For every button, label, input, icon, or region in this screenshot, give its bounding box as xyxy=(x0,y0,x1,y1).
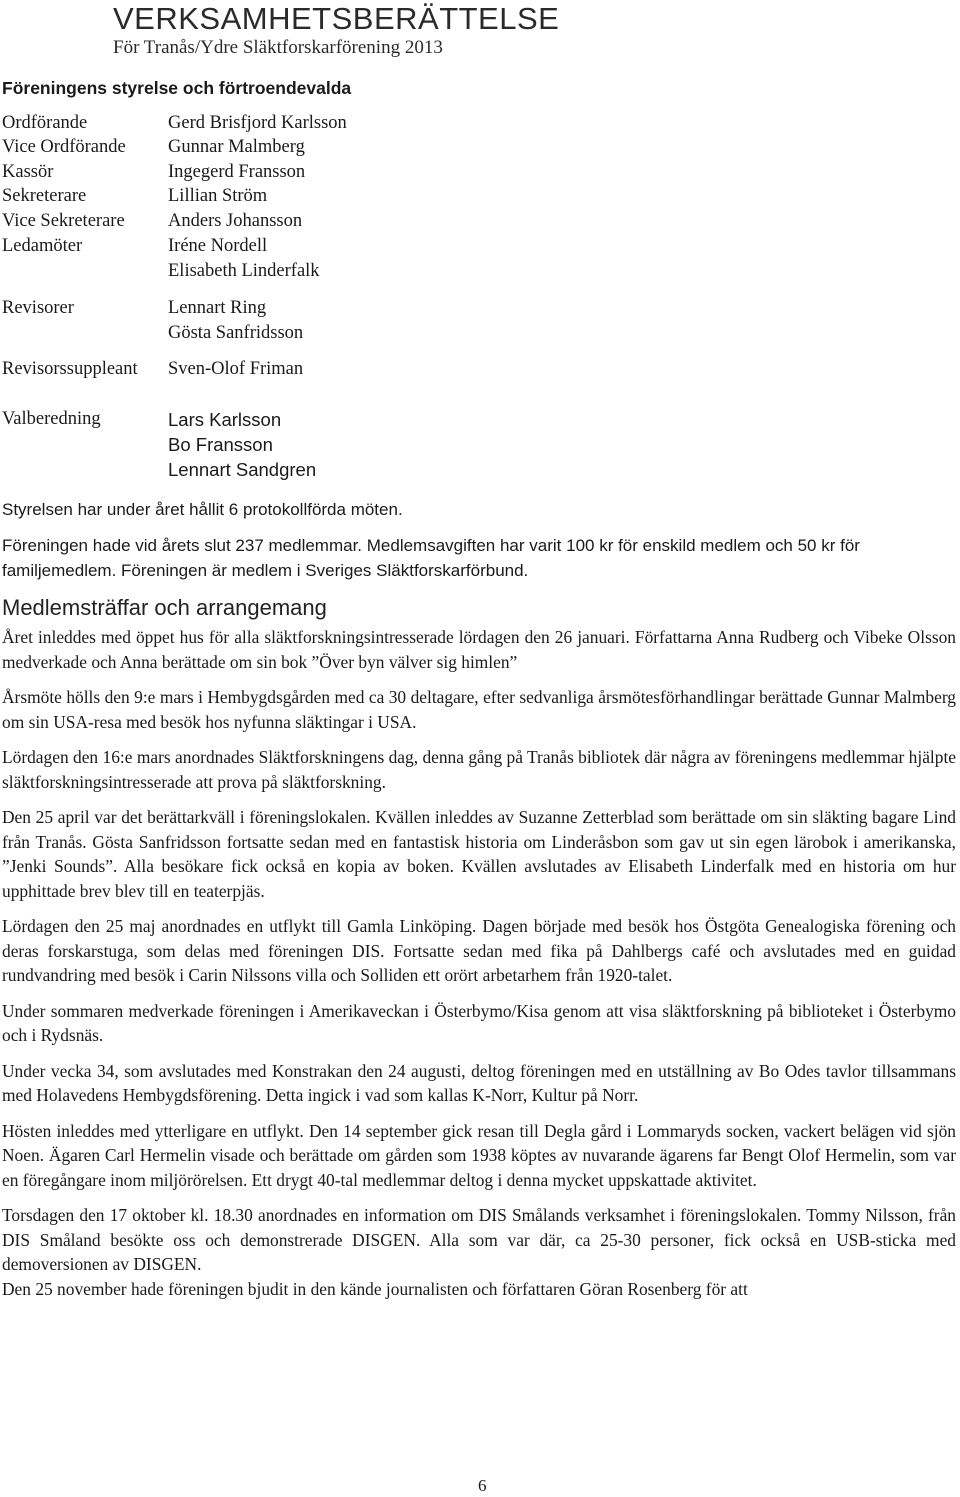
section-heading: Medlemsträffar och arrangemang xyxy=(2,595,327,620)
paragraph: Under sommaren medverkade föreningen i Amerikaveckan i Österbymo/Kisa genom att visa släktforskning på biblioteket i Österbymo och i Rydsnäs. xyxy=(2,1000,956,1045)
board-role: Ordförande xyxy=(2,113,88,133)
paragraph: Den 25 april var det berättarkväll i föreningslokalen. Kvällen inleddes av Suzanne Zetterblad som berättade om sin släkting bagare Lind från Tranås. Gösta Sanfridsson fortsatte sedan med en fantastisk historia om Linderåsbon som gav ut sin egen lärobok i amerikanska, ”Jenki Sounds”. Alla besökare fick också en kopia av boken. Kvällen avslutades av Elisabeth Linderfalk med en historia om hur upphittade brev blev till en teaterpjäs. xyxy=(2,807,956,901)
board-member-name: Lars Karlsson xyxy=(168,409,282,430)
board-member-name: Sven-Olof Friman xyxy=(168,359,304,379)
board-member-name: Bo Fransson xyxy=(168,434,273,455)
paragraph: Torsdagen den 17 oktober kl. 18.30 anordnades en information om DIS Smålands verksamhet i föreningslokalen. Tommy Nilsson, från DIS Småland besökte oss och demonstrerade DISGEN. Alla som var där, ca 25-30 personer, fick också en USB-sticka med demoversionen av DISGEN. xyxy=(2,1205,956,1274)
paragraph: Året inleddes med öppet hus för alla släktforskningsintresserade lördagen den 26 januari. Författarna Anna Rudberg och Vibeke Olsson medverkade och Anna berättade om sin bok ”Över byn välver sig himlen” xyxy=(2,627,956,672)
board-member-name: Lillian Ström xyxy=(168,186,268,206)
paragraph: Under vecka 34, som avslutades med Konstrakan den 24 augusti, deltog föreningen med en utställning av Bo Odes tavlor tillsammans med Holavedens Hembygdsförening. Detta ingick i vad som kallas K-Norr, Kultur på Norr. xyxy=(2,1060,956,1105)
paragraph: Lördagen den 16:e mars anordnades Släktforskningens dag, denna gång på Tranås bibliotek där några av föreningens medlemmar hjälpte släktforskningsintresserade att prova på släktforskning. xyxy=(2,747,956,792)
paragraph: Årsmöte hölls den 9:e mars i Hembygdsgården med ca 30 deltagare, efter sedvanliga årsmötesförhandlingar berättade Gunnar Malmberg om sin USA-resa med besök hos nyfunna släktingar i USA. xyxy=(2,687,956,732)
board-role: Vice Ordförande xyxy=(2,137,126,157)
board-role: Ledamöter xyxy=(2,236,83,256)
board-role: Sekreterare xyxy=(2,186,87,206)
document-title: VERKSAMHETSBERÄTTELSE xyxy=(113,1,560,36)
meetings-statement: Styrelsen har under året hållit 6 protokollförda möten. xyxy=(2,500,403,519)
paragraph: Den 25 november hade föreningen bjudit in den kände journalisten och författaren Göran Rosenberg för att xyxy=(2,1278,748,1299)
board-member-name: Elisabeth Linderfalk xyxy=(168,261,320,281)
board-member-name: Iréne Nordell xyxy=(168,236,268,256)
board-role: Revisorer xyxy=(2,298,74,318)
board-member-name: Lennart Sandgren xyxy=(168,459,317,480)
board-member-name: Lennart Ring xyxy=(168,298,267,318)
board-role: Valberedning xyxy=(2,409,101,429)
page-number: 6 xyxy=(478,1476,487,1495)
board-role: Vice Sekreterare xyxy=(2,211,125,231)
paragraph: Hösten inleddes med ytterligare en utflykt. Den 14 september gick resan till Degla gård i Lommaryds socken, vackert belägen vid sjön Noen. Ägaren Carl Hermelin visade och berättade om gården som 1938 köptes av nuvarande ägarens far Bengt Olof Hermelin, som var en föregångare inom miljörörelsen. Ett drygt 40-tal medlemmar deltog i denna mycket uppskattade aktivitet. xyxy=(2,1120,956,1190)
board-role: Kassör xyxy=(2,162,54,182)
board-member-name: Gerd Brisfjord Karlsson xyxy=(168,113,347,133)
membership-paragraph: Föreningen hade vid årets slut 237 medlemmar. Medlemsavgiften har varit 100 kr för enskild medlem och 50 kr för familjemedlem. Föreningen är medlem i Sveriges Släktforskarförbund. xyxy=(2,536,860,580)
board-role: Revisorssuppleant xyxy=(2,359,138,379)
board-member-name: Gunnar Malmberg xyxy=(168,137,305,157)
board-member-name: Ingegerd Fransson xyxy=(168,162,306,182)
board-member-name: Gösta Sanfridsson xyxy=(168,323,304,343)
document-subtitle: För Tranås/Ydre Släktforskarförening 2013 xyxy=(113,37,443,58)
board-member-name: Anders Johansson xyxy=(168,211,303,231)
paragraph: Lördagen den 25 maj anordnades en utflykt till Gamla Linköping. Dagen började med besök hos Östgöta Genealogiska förening och deras forskarstuga, som delas med föreningen DIS. Fortsatte sedan med fika på Dahlbergs café och avslutades med en guidad rundvandring med besök i Carin Nilssons villa och Solliden ett orört arbetarhem från 1920-talet. xyxy=(2,916,956,985)
board-heading: Föreningens styrelse och förtroendevalda xyxy=(2,78,352,98)
section-body xyxy=(2,625,956,1301)
